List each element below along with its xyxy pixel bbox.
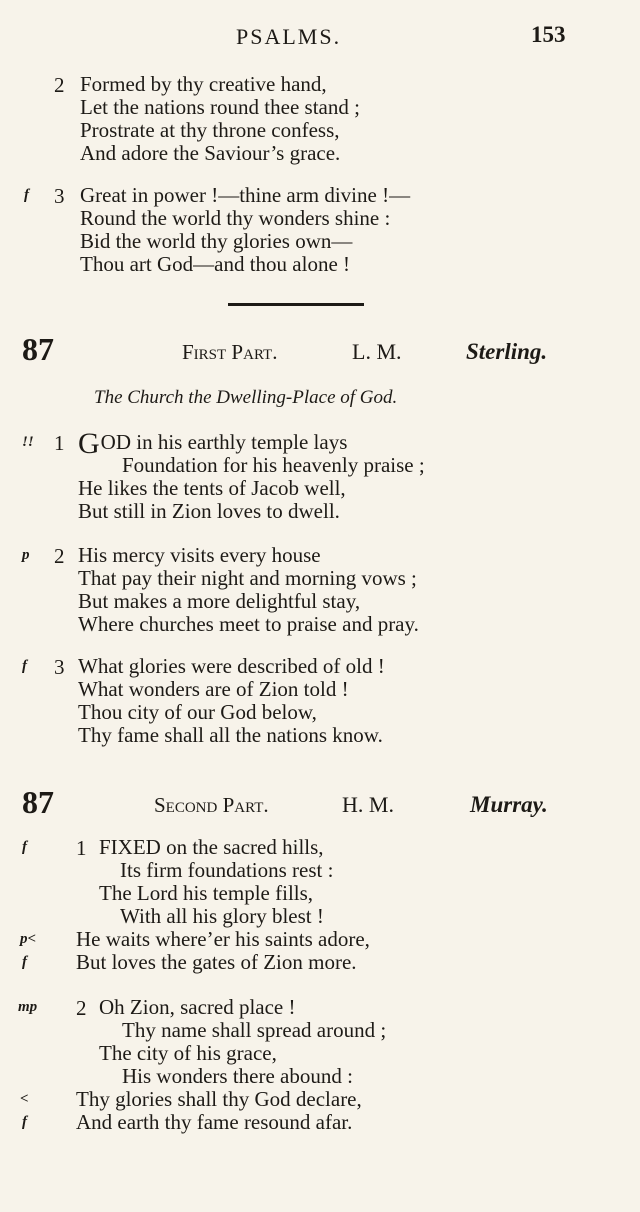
verse-number: 3 [54,655,65,679]
dynamic-mark: f [22,954,27,970]
verse-number: 3 [54,184,65,208]
hymn-number: 87 [22,784,54,820]
dynamic-mark: f [22,1114,27,1130]
verse-line: But loves the gates of Zion more. [76,950,357,974]
dynamic-mark: f [22,839,27,855]
page-header-title: PSALMS. [236,24,342,49]
verse-line: Oh Zion, sacred place ! [99,995,296,1019]
verse-line-text: OD in his earthly temple lays [100,430,348,454]
verse-line: The Lord his temple fills, [99,881,314,905]
dynamic-mark: p< [20,931,37,947]
verse-line: And earth thy fame resound afar. [76,1110,353,1134]
verse-line: His mercy visits every house [78,543,321,567]
dynamic-mark: f [22,658,27,674]
drop-cap: G [78,427,100,460]
verse-line: The city of his grace, [99,1041,277,1065]
dynamic-mark: < [20,1091,29,1107]
verse-line: Formed by thy creative hand, [80,72,327,96]
verse-line: Bid the world thy glories own— [80,229,353,253]
section-divider [228,303,364,306]
verse-line: Round the world thy wonders shine : [80,206,391,230]
hymn-tune: Sterling. [466,339,548,364]
dynamic-mark: f [24,187,29,203]
verse-number: 2 [54,73,65,97]
verse-line [78,427,348,460]
verse-line: His wonders there abound : [122,1064,353,1088]
verse-line: What glories were described of old ! [78,654,385,678]
verse-number: 2 [76,996,87,1020]
hymn-part: First Part. [182,340,278,364]
verse-line: Thou city of our God below, [78,700,317,724]
verse-line: With all his glory blest ! [120,904,324,928]
verse-number: 2 [54,544,65,568]
dynamic-mark: mp [18,999,38,1015]
verse-line: But makes a more delightful stay, [78,589,361,613]
verse-line: FIXED on the sacred hills, [99,835,324,859]
verse-line: But still in Zion loves to dwell. [78,499,340,523]
page-number: 153 [531,22,566,47]
hymn-part: Second Part. [154,793,269,817]
verse-line: And adore the Saviour’s grace. [80,141,341,165]
dynamic-mark: !! [22,434,34,450]
verse-line: He waits where’er his saints adore, [76,927,370,951]
dynamic-mark: p [22,547,30,563]
hymn-meter: L. M. [352,339,402,364]
verse-line: That pay their night and morning vows ; [78,566,417,590]
verse-line: What wonders are of Zion told ! [78,677,349,701]
verse-number: 1 [54,431,65,455]
hymn-number: 87 [22,331,54,367]
hymn-meter: H. M. [342,792,394,817]
verse-line: Let the nations round thee stand ; [80,95,360,119]
verse-line: Great in power !—thine arm divine !— [80,183,411,207]
verse-line: Thou art God—and thou alone ! [80,252,351,276]
verse-line: Thy fame shall all the nations know. [78,723,383,747]
hymn-tune: Murray. [470,792,548,817]
verse-line: Where churches meet to praise and pray. [78,612,419,636]
verse-line: Thy glories shall thy God declare, [76,1087,362,1111]
verse-line: He likes the tents of Jacob well, [78,476,346,500]
verse-number: 1 [76,836,87,860]
hymn-subtitle: The Church the Dwelling-Place of God. [94,387,398,408]
verse-line: Foundation for his heavenly praise ; [122,453,425,477]
verse-line: Thy name shall spread around ; [122,1018,387,1042]
verse-line: Prostrate at thy throne confess, [80,118,340,142]
verse-line: Its firm foundations rest : [120,858,334,882]
